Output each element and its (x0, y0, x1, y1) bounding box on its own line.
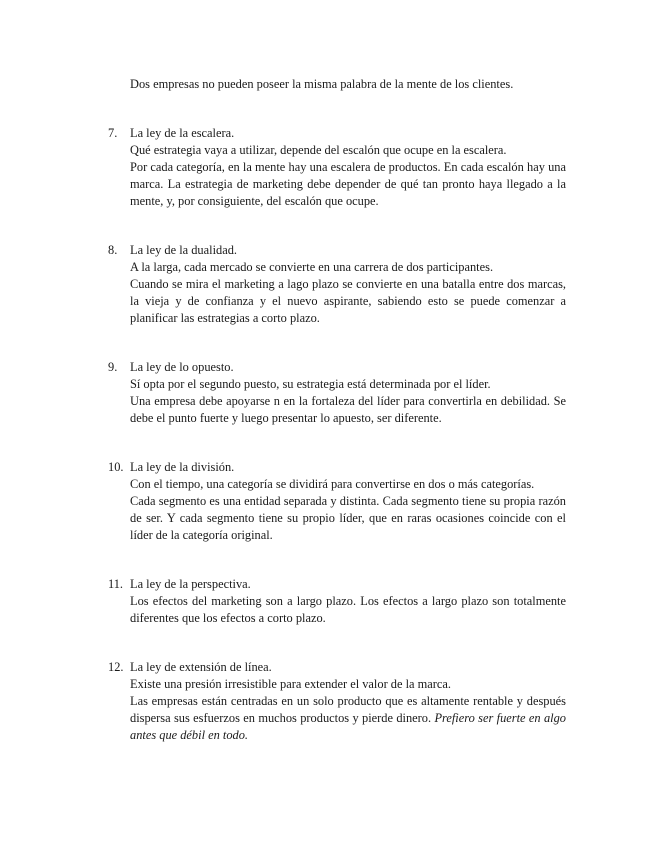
law-number: 9. (108, 360, 118, 374)
law-number: 8. (108, 243, 118, 257)
law-heading (108, 125, 566, 142)
law-10 (108, 459, 566, 544)
law-title: La ley de extensión de línea. (130, 660, 272, 674)
law-summary: A la larga, cada mercado se convierte en una carrera de dos participantes. (130, 260, 494, 274)
law-summary: Qué estrategia vaya a utilizar, depende del escalón que ocupe en la escalera. (130, 143, 507, 157)
law-detail: Cuando se mira el marketing a lago plazo se convierte en una batalla entre dos marcas, la vieja y de confianza y el nuevo aspirante, sabiendo esto se puede comenzar a planificar las estrategias a corto plazo. (130, 277, 566, 325)
law-summary: Existe una presión irresistible para extender el valor de la marca. (130, 677, 451, 691)
law-title: La ley de lo opuesto. (130, 360, 234, 374)
law-title: La ley de la escalera. (130, 126, 235, 140)
law-12 (108, 659, 566, 744)
law-number: 10. (108, 460, 124, 474)
law-detail-text: Las empresas están centradas en un solo producto que es altamente rentable y después dispersa sus esfuerzos en muchos productos y pierde dinero. (130, 694, 566, 725)
intro-line: Dos empresas no pueden poseer la misma palabra de la mente de los clientes. (130, 77, 514, 91)
law-heading (108, 242, 566, 259)
law-summary: Con el tiempo, una categoría se dividirá para convertirse en dos o más categorías. (130, 477, 535, 491)
law-number: 12. (108, 660, 124, 674)
law-detail: Cada segmento es una entidad separada y distinta. Cada segmento tiene su propia razón de ser. Y cada segmento tiene su propio líder, que en raras ocasiones coincide con el líder de la categoría original. (130, 494, 566, 542)
law-heading (108, 576, 566, 593)
law-title: La ley de la dualidad. (130, 243, 237, 257)
law-title: La ley de la división. (130, 460, 235, 474)
law-9 (108, 359, 566, 427)
law-title: La ley de la perspectiva. (130, 577, 251, 591)
law-number: 11. (108, 577, 124, 591)
law-detail: Por cada categoría, en la mente hay una escalera de productos. En cada escalón hay una marca. La estrategia de marketing debe depender de qué tan pronto haya llegado a la mente, y, por consiguiente, del escalón que ocupe. (130, 160, 566, 208)
law-summary: Sí opta por el segundo puesto, su estrategia está determinada por el líder. (130, 377, 491, 391)
law-detail-italic: Prefiero ser fuerte en algo antes que débil en todo. (130, 711, 566, 742)
law-heading (108, 659, 566, 676)
law-7 (108, 125, 566, 210)
law-detail: Una empresa debe apoyarse n en la fortaleza del líder para convertirla en debilidad. Se debe el punto fuerte y luego presentar lo apuesto, ser diferente. (130, 394, 566, 425)
law-heading (108, 359, 566, 376)
law-number: 7. (108, 126, 118, 140)
law-heading (108, 459, 566, 476)
law-detail (130, 693, 566, 744)
law-detail: Los efectos del marketing son a largo plazo. Los efectos a largo plazo son totalmente diferentes que los efectos a corto plazo. (130, 594, 566, 625)
law-8 (108, 242, 566, 327)
law-11 (108, 576, 566, 627)
